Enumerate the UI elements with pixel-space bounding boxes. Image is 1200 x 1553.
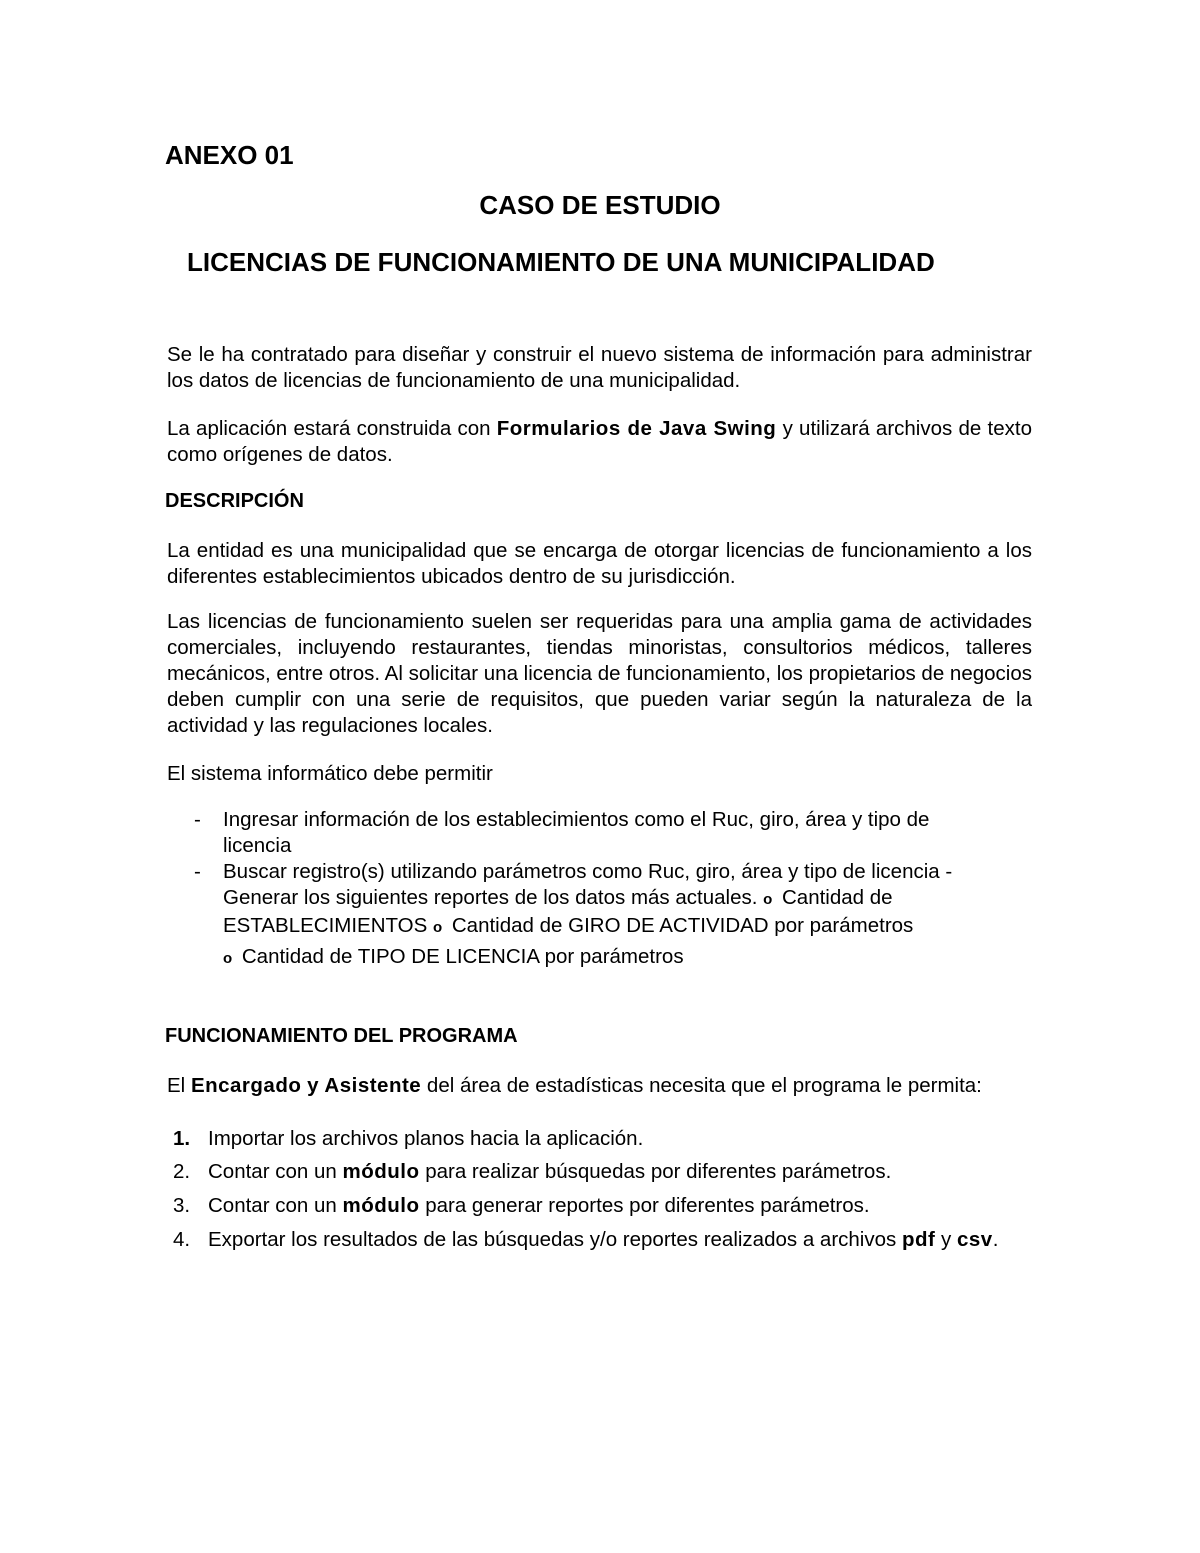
case-study-title: CASO DE ESTUDIO xyxy=(479,190,721,220)
list-item: o Cantidad de TIPO DE LICENCIA por parámetros xyxy=(223,945,684,968)
dash-bullet: - xyxy=(194,860,201,883)
funcionamiento-paragraph: El Encargado y Asistente del área de estadísticas necesita que el programa le permita: xyxy=(167,1074,982,1097)
numbered-item-3: 3. Contar con un módulo para generar reportes por diferentes parámetros. xyxy=(173,1194,870,1217)
document-heading: LICENCIAS DE FUNCIONAMIENTO DE UNA MUNICIPALIDAD xyxy=(187,247,935,277)
numbered-item-4: 4. Exportar los resultados de las búsquedas y/o reportes realizados a archivos pdf y csv. xyxy=(173,1228,999,1251)
item-number: 3. xyxy=(173,1194,191,1217)
numbered-item-2: 2. Contar con un módulo para realizar búsquedas por diferentes parámetros. xyxy=(173,1160,892,1183)
section-heading-funcionamiento: FUNCIONAMIENTO DEL PROGRAMA xyxy=(165,1025,518,1047)
descripcion-paragraph-2: Las licencias de funcionamiento suelen ser requeridas para una amplia gama de actividades comerciales, incluyendo restaurantes, tiendas minoristas, consultorios médicos, talleres mecánicos, entre otros. Al solicitar una licencia de funcionamiento, los propietarios de negocios deben cumplir con una serie de requisitos, que pueden variar según la naturaleza de la actividad y las regulaciones locales. xyxy=(167,610,1032,737)
dash-bullet: - xyxy=(194,808,201,831)
annex-title: ANEXO 01 xyxy=(165,140,294,170)
circle-bullet-icon: o xyxy=(223,950,233,967)
descripcion-paragraph-3: El sistema informático debe permitir xyxy=(167,762,493,785)
descripcion-paragraph-1: La entidad es una municipalidad que se encarga de otorgar licencias de funcionamiento a los diferentes establecimientos ubicados dentro de su jurisdicción. xyxy=(167,539,1032,588)
circle-bullet-icon: o xyxy=(433,919,443,936)
item-number: 1. xyxy=(173,1127,191,1150)
intro-paragraph-2: La aplicación estará construida con Formularios de Java Swing y utilizará archivos de texto como orígenes de datos. xyxy=(167,417,1032,466)
section-heading-descripcion: DESCRIPCIÓN xyxy=(165,490,304,512)
numbered-item-1: 1. Importar los archivos planos hacia la aplicación. xyxy=(173,1127,644,1150)
intro-paragraph-1: Se le ha contratado para diseñar y construir el nuevo sistema de información para administrar los datos de licencias de funcionamiento de una municipalidad. xyxy=(167,343,1032,392)
item-number: 2. xyxy=(173,1160,191,1183)
bold-java-swing: Formularios de Java Swing xyxy=(496,417,777,440)
circle-bullet-icon: o xyxy=(763,891,773,908)
list-item: - Buscar registro(s) utilizando parámetros como Ruc, giro, área y tipo de licencia - Generar los siguientes reportes de los datos más actuales. o Cantidad de ESTABLECIMIENTOS o Cantidad de GIRO DE ACTIVIDAD por parámetros xyxy=(194,860,953,937)
list-item: - Ingresar información de los establecimientos como el Ruc, giro, área y tipo de licencia xyxy=(194,808,930,857)
item-number: 4. xyxy=(173,1228,191,1251)
